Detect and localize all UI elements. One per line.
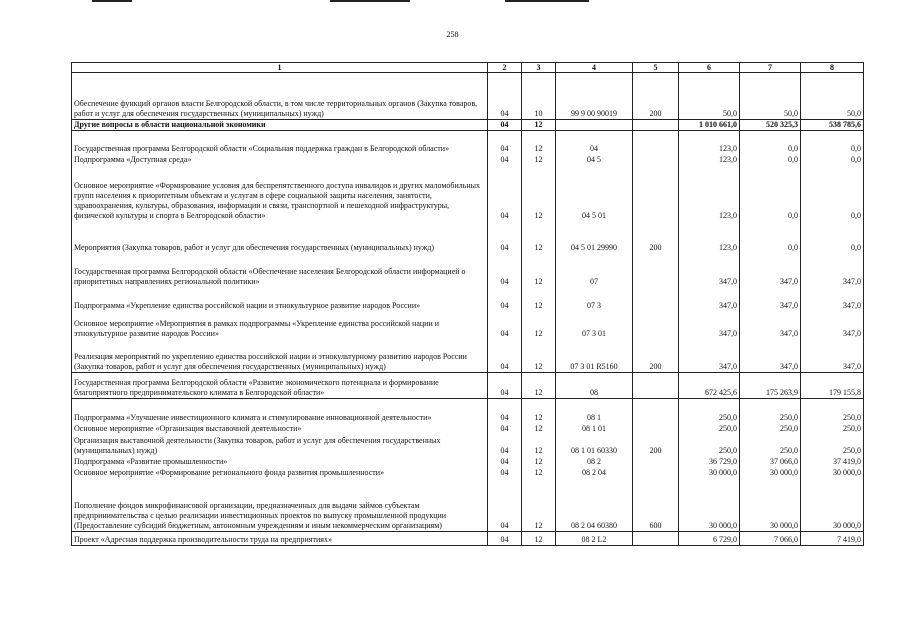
row-target-code: 08 1 01	[556, 423, 633, 434]
budget-table	[71, 62, 864, 546]
row-target-code: 08 1	[556, 399, 633, 423]
row-amount-3: 347,0	[801, 253, 864, 287]
row-subsection: 10	[522, 73, 556, 120]
row-amount-1: 347,0	[679, 311, 740, 339]
row-name: Организация выставочной деятельности (Закупка товаров, работ и услуг для обеспечения государственных (муниципальных) нужд)	[72, 434, 488, 456]
table-row	[72, 165, 864, 221]
row-section: 04	[488, 311, 522, 339]
row-section: 04	[488, 532, 522, 546]
table-row	[72, 373, 864, 399]
table-row	[72, 287, 864, 311]
header-cell: 4	[556, 63, 633, 73]
row-expense-type	[633, 287, 679, 311]
table-row	[72, 467, 864, 478]
row-target-code: 08 2 04	[556, 467, 633, 478]
row-section: 04	[488, 253, 522, 287]
row-target-code: 04 5	[556, 154, 633, 165]
row-amount-3: 250,0	[801, 434, 864, 456]
row-expense-type: 200	[633, 339, 679, 373]
row-target-code: 04	[556, 131, 633, 154]
row-name: Государственная программа Белгородской области «Развитие экономического потенциала и формирование благоприятного предпринимательского климата в Белгородской области»	[72, 373, 488, 399]
row-amount-1: 6 729,0	[679, 532, 740, 546]
row-amount-3: 347,0	[801, 287, 864, 311]
row-section: 04	[488, 434, 522, 456]
row-section: 04	[488, 154, 522, 165]
row-subsection: 12	[522, 478, 556, 532]
row-amount-3: 250,0	[801, 423, 864, 434]
row-section: 04	[488, 423, 522, 434]
row-expense-type	[633, 165, 679, 221]
header-row	[72, 63, 864, 73]
row-section: 04	[488, 339, 522, 373]
row-target-code: 08 2 04 60380	[556, 478, 633, 532]
row-subsection: 12	[522, 456, 556, 467]
table-row	[72, 532, 864, 546]
header-cell: 2	[488, 63, 522, 73]
row-amount-1: 250,0	[679, 423, 740, 434]
row-name: Государственная программа Белгородской области «Социальная поддержка граждан в Белгородской области»	[72, 131, 488, 154]
top-rule-middle	[330, 0, 410, 2]
table-row	[72, 339, 864, 373]
table-row	[72, 399, 864, 423]
row-expense-type	[633, 456, 679, 467]
row-amount-1: 347,0	[679, 253, 740, 287]
row-subsection: 12	[522, 311, 556, 339]
table-row	[72, 221, 864, 253]
row-amount-3: 347,0	[801, 339, 864, 373]
row-amount-1: 123,0	[679, 221, 740, 253]
row-name: Обеспечение функций органов власти Белгородской области, в том числе территориальных органов (Закупка товаров, работ и услуг для обеспечения государственных (муниципальных) нужд)	[72, 73, 488, 120]
row-subsection: 12	[522, 165, 556, 221]
table-row	[72, 120, 864, 131]
row-expense-type	[633, 131, 679, 154]
row-name: Подпрограмма «Развитие промышленности»	[72, 456, 488, 467]
row-subsection: 12	[522, 154, 556, 165]
row-name: Мероприятия (Закупка товаров, работ и услуг для обеспечения государственных (муниципальных) нужд)	[72, 221, 488, 253]
row-expense-type	[633, 532, 679, 546]
row-amount-1: 250,0	[679, 399, 740, 423]
row-section: 04	[488, 131, 522, 154]
row-amount-3: 538 785,6	[801, 120, 864, 131]
row-amount-1: 36 729,0	[679, 456, 740, 467]
row-expense-type	[633, 373, 679, 399]
row-amount-3: 347,0	[801, 311, 864, 339]
row-expense-type	[633, 253, 679, 287]
row-subsection: 12	[522, 287, 556, 311]
row-amount-3: 0,0	[801, 165, 864, 221]
header-cell: 7	[740, 63, 801, 73]
row-target-code: 04 5 01	[556, 165, 633, 221]
row-subsection: 12	[522, 339, 556, 373]
row-subsection: 12	[522, 434, 556, 456]
top-rule-left	[92, 0, 132, 2]
table-row	[72, 154, 864, 165]
table-row	[72, 434, 864, 456]
row-expense-type	[633, 311, 679, 339]
row-amount-2: 250,0	[740, 423, 801, 434]
header-cell: 3	[522, 63, 556, 73]
row-amount-1: 672 425,6	[679, 373, 740, 399]
row-amount-2: 175 263,9	[740, 373, 801, 399]
row-section: 04	[488, 165, 522, 221]
header-cell: 8	[801, 63, 864, 73]
row-section: 04	[488, 399, 522, 423]
row-amount-1: 347,0	[679, 339, 740, 373]
row-amount-2: 7 066,0	[740, 532, 801, 546]
row-amount-1: 50,0	[679, 73, 740, 120]
header-cell: 1	[72, 63, 488, 73]
row-name: Государственная программа Белгородской области «Обеспечение населения Белгородской области информацией о приоритетных направлениях региональной политики»	[72, 253, 488, 287]
row-amount-2: 347,0	[740, 311, 801, 339]
row-amount-1: 123,0	[679, 165, 740, 221]
row-amount-2: 347,0	[740, 287, 801, 311]
row-amount-2: 30 000,0	[740, 478, 801, 532]
row-section: 04	[488, 467, 522, 478]
row-amount-3: 30 000,0	[801, 478, 864, 532]
row-amount-3: 37 419,0	[801, 456, 864, 467]
row-section: 04	[488, 456, 522, 467]
row-subsection: 12	[522, 467, 556, 478]
row-expense-type: 200	[633, 73, 679, 120]
row-name: Реализация мероприятий по укреплению единства российской нации и этнокультурному развитию народов России (Закупка товаров, работ и услуг для обеспечения государственных (муниципальных) нужд)	[72, 339, 488, 373]
row-section: 04	[488, 221, 522, 253]
row-target-code: 07 3 01 R5160	[556, 339, 633, 373]
row-name: Основное мероприятие «Формирование условия для беспрепятственного доступа инвалидов и других маломобильных групп населения к приоритетным объектам и услугам в сфере социальной защиты населения, занятости, здравоохранения, культуры, образования, информации и связи, транспортной и пешеходной инфраструктуры, физической культуры и спорта в Белгородской области»	[72, 165, 488, 221]
row-amount-2: 0,0	[740, 154, 801, 165]
row-amount-3: 0,0	[801, 154, 864, 165]
row-amount-3: 250,0	[801, 399, 864, 423]
row-name: Пополнение фондов микрофинансовой организации, предназначенных для выдачи займов субъектам предпринимательства с целью реализации инвестиционных проектов по выпуску промышленной продукции (Предоставление субсидий бюджетным, автономным учреждениям и иным некоммерческим организациям)	[72, 478, 488, 532]
row-subsection: 12	[522, 253, 556, 287]
row-amount-1: 123,0	[679, 154, 740, 165]
row-amount-2: 250,0	[740, 434, 801, 456]
row-subsection: 12	[522, 120, 556, 131]
row-amount-1: 30 000,0	[679, 467, 740, 478]
row-section: 04	[488, 73, 522, 120]
row-target-code: 08 2 L2	[556, 532, 633, 546]
row-subsection: 12	[522, 399, 556, 423]
row-name: Подпрограмма «Доступная среда»	[72, 154, 488, 165]
row-expense-type	[633, 154, 679, 165]
row-amount-2: 520 325,3	[740, 120, 801, 131]
row-amount-2: 0,0	[740, 221, 801, 253]
row-amount-1: 347,0	[679, 287, 740, 311]
row-expense-type: 200	[633, 221, 679, 253]
row-amount-3: 7 419,0	[801, 532, 864, 546]
row-subsection: 12	[522, 131, 556, 154]
row-name: Основное мероприятие «Организация выставочной деятельности»	[72, 423, 488, 434]
row-amount-2: 0,0	[740, 131, 801, 154]
table-row	[72, 253, 864, 287]
row-expense-type: 200	[633, 434, 679, 456]
row-name: Основное мероприятие «Мероприятия в рамках подпрограммы «Укрепление единства российской нации и этнокультурное развитие народов России»	[72, 311, 488, 339]
row-name: Подпрограмма «Улучшение инвестиционного климата и стимулирование инновационной деятельности»	[72, 399, 488, 423]
row-amount-2: 0,0	[740, 165, 801, 221]
row-target-code: 08 2	[556, 456, 633, 467]
row-subsection: 12	[522, 532, 556, 546]
row-expense-type	[633, 423, 679, 434]
row-amount-2: 347,0	[740, 339, 801, 373]
row-target-code: 04 5 01 29990	[556, 221, 633, 253]
header-cell: 6	[679, 63, 740, 73]
row-section: 04	[488, 478, 522, 532]
top-rule-right	[505, 0, 589, 2]
row-amount-2: 250,0	[740, 399, 801, 423]
row-amount-2: 30 000,0	[740, 467, 801, 478]
row-name: Проект «Адресная поддержка производительности труда на предприятиях»	[72, 532, 488, 546]
row-target-code: 08 1 01 60330	[556, 434, 633, 456]
row-section: 04	[488, 120, 522, 131]
row-target-code: 08	[556, 373, 633, 399]
table-row	[72, 478, 864, 532]
row-target-code: 07 3	[556, 287, 633, 311]
row-subsection: 12	[522, 373, 556, 399]
row-amount-3: 0,0	[801, 131, 864, 154]
row-expense-type	[633, 120, 679, 131]
row-target-code	[556, 120, 633, 131]
row-expense-type: 600	[633, 478, 679, 532]
row-amount-2: 347,0	[740, 253, 801, 287]
row-name: Основное мероприятие «Формирование регионального фонда развития промышленности»	[72, 467, 488, 478]
row-amount-3: 50,0	[801, 73, 864, 120]
row-target-code: 07 3 01	[556, 311, 633, 339]
row-amount-3: 179 155,8	[801, 373, 864, 399]
row-amount-2: 50,0	[740, 73, 801, 120]
row-target-code: 99 9 00 90019	[556, 73, 633, 120]
page-number: 258	[446, 30, 459, 39]
table-row	[72, 73, 864, 120]
row-expense-type	[633, 399, 679, 423]
table-row	[72, 423, 864, 434]
row-section: 04	[488, 287, 522, 311]
row-subsection: 12	[522, 221, 556, 253]
row-subsection: 12	[522, 423, 556, 434]
row-target-code: 07	[556, 253, 633, 287]
row-section: 04	[488, 373, 522, 399]
row-amount-1: 250,0	[679, 434, 740, 456]
table-row	[72, 131, 864, 154]
row-amount-3: 30 000,0	[801, 467, 864, 478]
row-amount-3: 0,0	[801, 221, 864, 253]
row-amount-2: 37 066,0	[740, 456, 801, 467]
table-row	[72, 311, 864, 339]
row-name: Другие вопросы в области национальной экономики	[72, 120, 488, 131]
row-amount-1: 30 000,0	[679, 478, 740, 532]
row-amount-1: 1 010 661,0	[679, 120, 740, 131]
table-row	[72, 456, 864, 467]
header-cell: 5	[633, 63, 679, 73]
row-name: Подпрограмма «Укрепление единства российской нации и этнокультурное развитие народов России»	[72, 287, 488, 311]
row-amount-1: 123,0	[679, 131, 740, 154]
row-expense-type	[633, 467, 679, 478]
